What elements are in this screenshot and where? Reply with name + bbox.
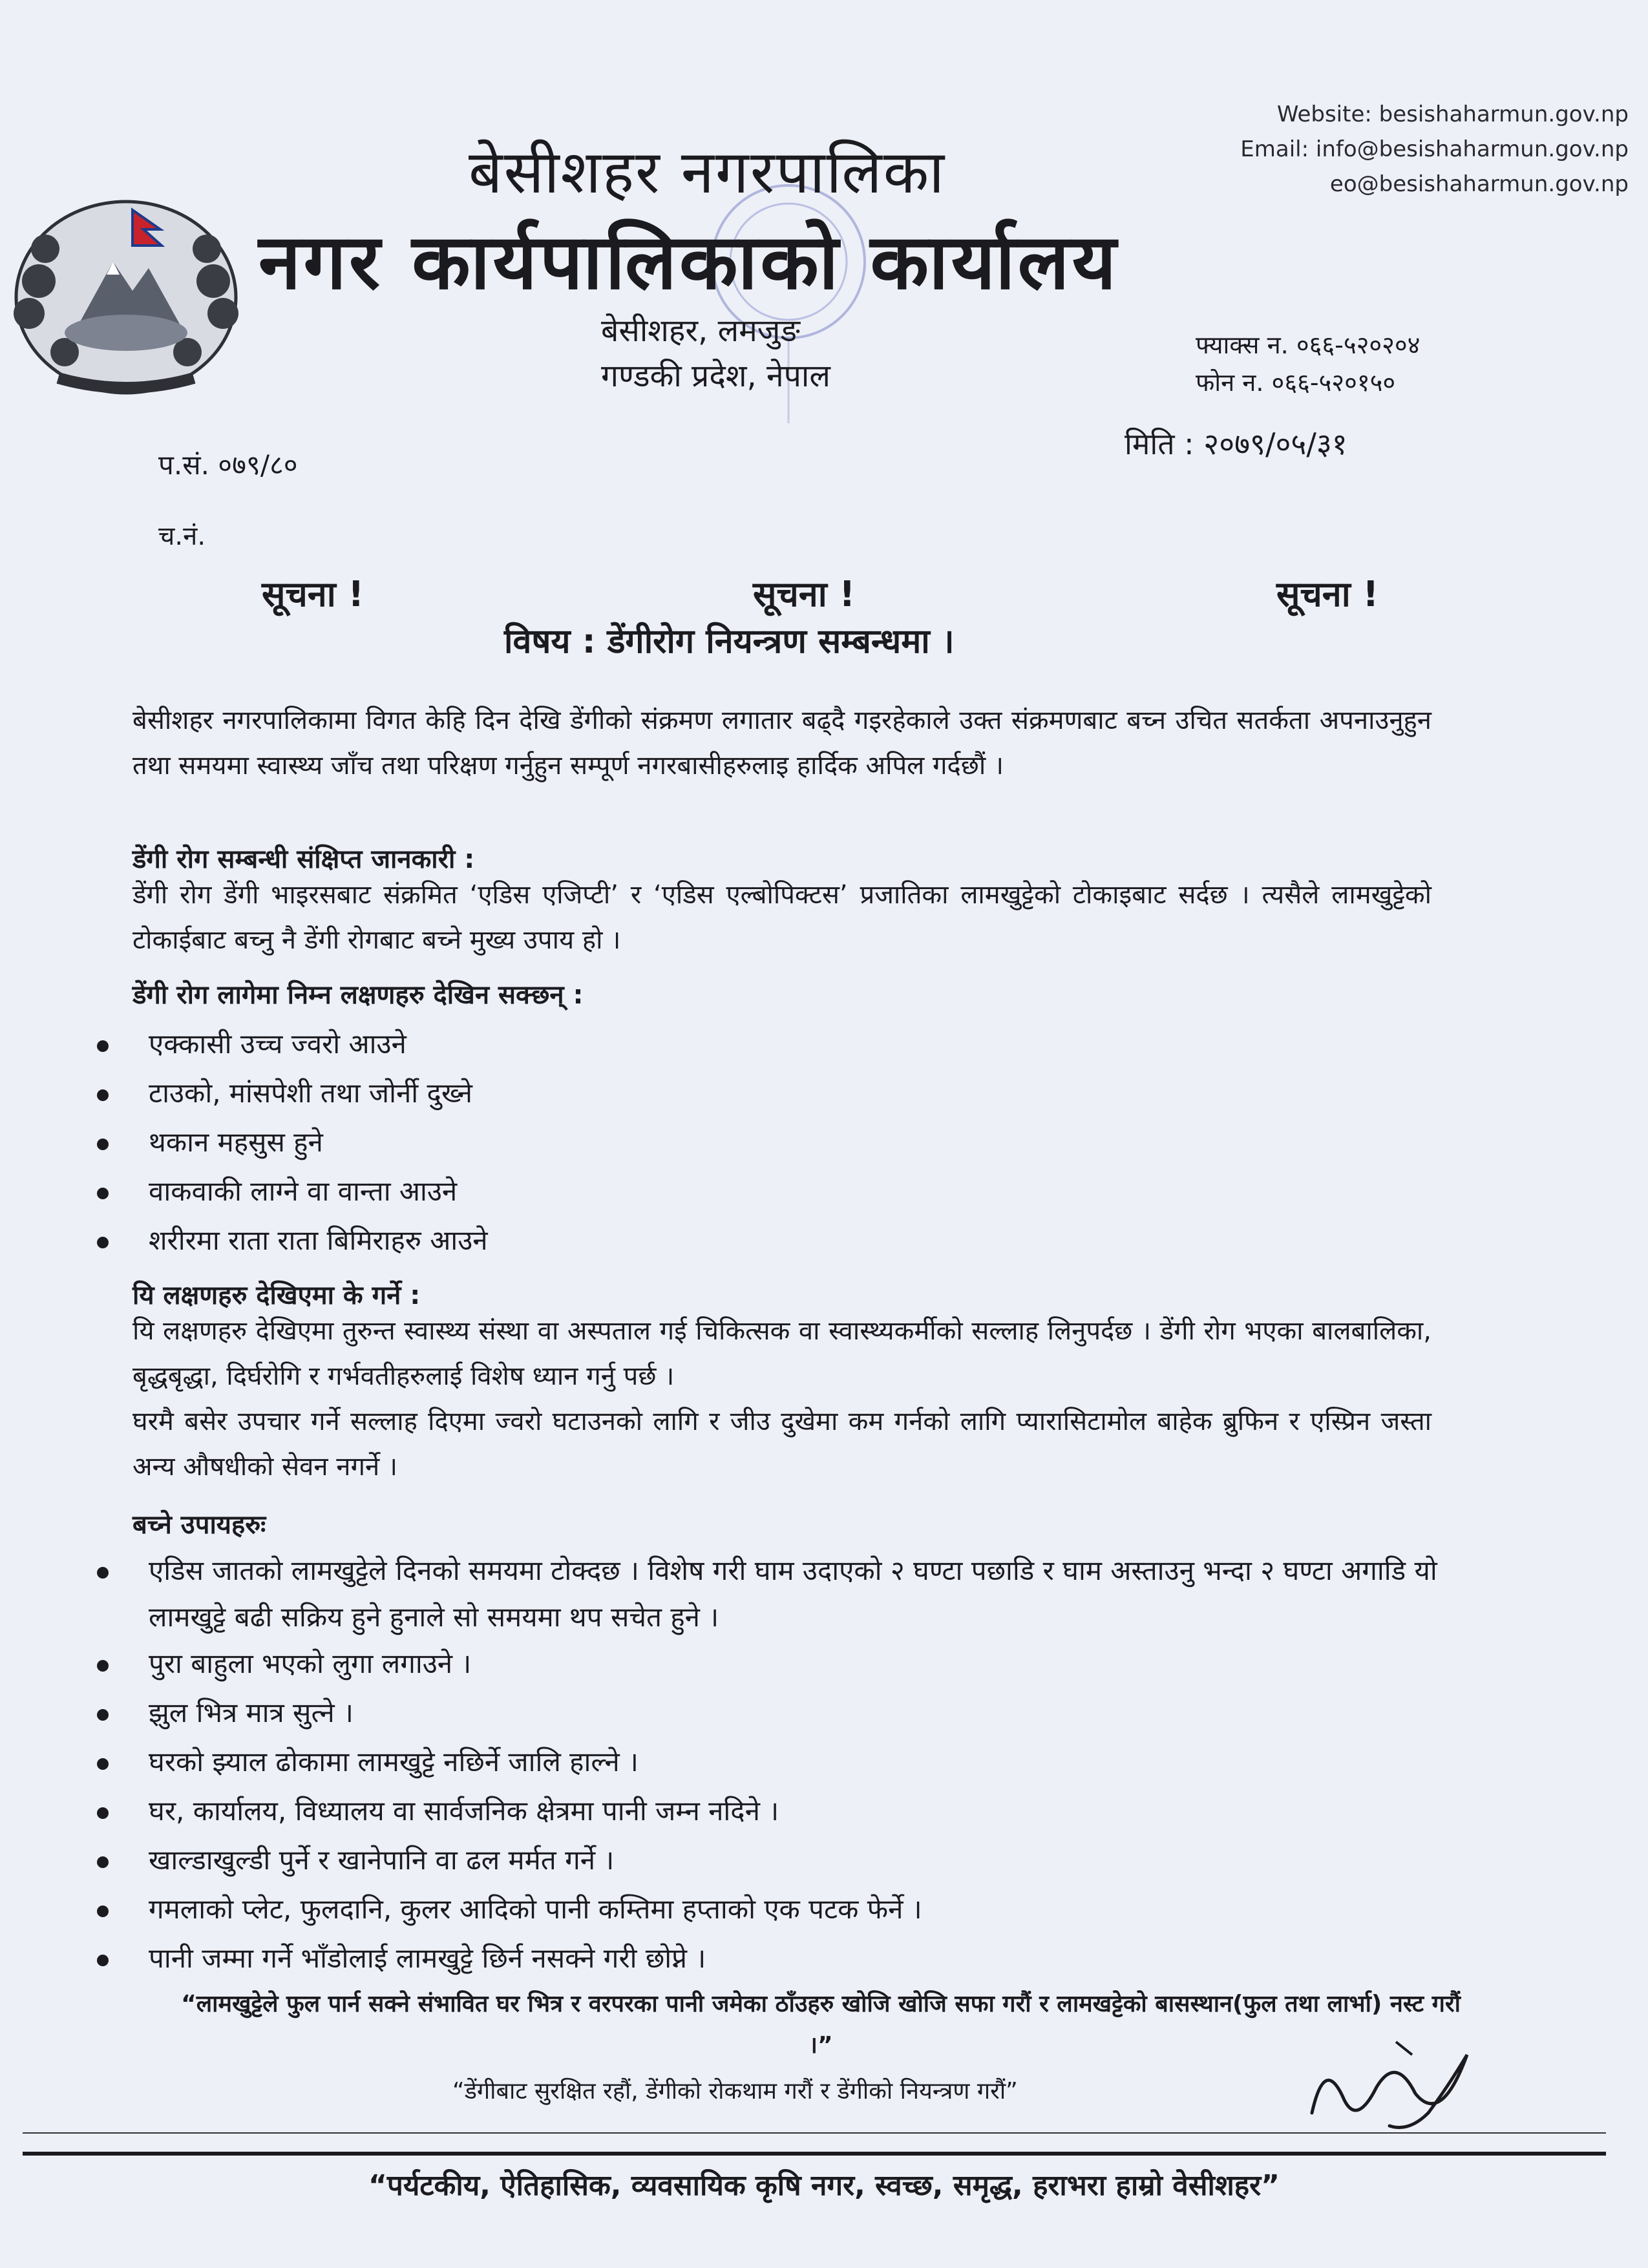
list-item: गमलाको प्लेट, फुलदानि, कुलर आदिको पानी कम्तिमा हप्ताको एक पटक फेर्ने । — [97, 1886, 1454, 1935]
prevention-list — [97, 1548, 1454, 1984]
list-item: पानी जम्मा गर्ने भाँडोलाई लामखुट्टे छिर्न नसक्ने गरी छोप्ने । — [97, 1935, 1454, 1984]
intro-paragraph: बेसीशहर नगरपालिकामा विगत केहि दिन देखि डेंगीको संक्रमण लगातार बढ्दै गइरहेकाले उक्त संक्रमणबाट बच्न उचित सतर्कता अपनाउनुहुन तथा समयमा स्वास्थ्य जाँच तथा परिक्षण गर्नुहुन सम्पूर्ण नगरबासीहरुलाइ हार्दिक अपिल गर्दछौं । — [132, 706, 1431, 781]
address-line-1: बेसीशहर, लमजुङ — [601, 313, 801, 349]
info-heading: डेंगी रोग सम्बन्धी संक्षिप्त जानकारी : — [132, 845, 475, 874]
bullet-icon — [97, 1807, 109, 1819]
list-item: खाल्डाखुल्डी पुर्ने र खानेपानि वा ढल मर्मत गर्ने । — [97, 1837, 1454, 1886]
symptoms-heading: डेंगी रोग लागेमा निम्न लक्षणहरु देखिन सक्छन् : — [132, 980, 584, 1010]
email-text: Email: info@besishaharmun.gov.np — [1240, 136, 1629, 162]
notice-heading-center: सूचना ! — [753, 574, 856, 614]
symptoms-list — [97, 1021, 1454, 1266]
bullet-icon — [97, 1040, 109, 1052]
slogan-quote: “डेंगीबाट सुरक्षित रहौं, डेंगीको रोकथाम गरौं र डेंगीको नियन्त्रण गरौं” — [452, 2078, 1018, 2105]
action-heading: यि लक्षणहरु देखिएमा के गर्ने : — [132, 1281, 421, 1310]
list-item: एक्कासी उच्च ज्वरो आउने — [97, 1021, 1454, 1070]
phone-number: फोन न. ०६६-५२०१५० — [1196, 368, 1396, 397]
bullet-icon — [97, 1567, 109, 1579]
fax-number: फ्याक्स न. ०६६-५२०२०४ — [1196, 331, 1421, 359]
info-paragraph: डेंगी रोग डेंगी भाइरसबाट संक्रमित ‘एडिस एजिप्टी’ र ‘एडिस एल्बोपिक्टस’ प्रजातिका लामखुट्टेको टोकाइबाट सर्दछ । त्यसैले लामखुट्टेको टोकाईबाट बच्नु नै डेंगी रोगबाट बच्ने मुख्य उपाय हो । — [132, 880, 1431, 955]
address-line-2: गण्डकी प्रदेश, नेपाल — [601, 358, 830, 394]
fax-phone-block — [1196, 326, 1420, 401]
bullet-icon — [97, 1906, 109, 1917]
prevention-heading: बच्ने उपायहरुः — [132, 1510, 266, 1540]
footer-slogan: “पर्यटकीय, ऐतिहासिक, व्यवसायिक कृषि नगर, स्वच्छ, समृद्ध, हराभरा हाम्रो वेसीशहर” — [368, 2169, 1280, 2202]
coat-of-arms-emblem — [0, 184, 255, 404]
dispatch-number: च.नं. — [158, 521, 206, 551]
list-item: टाउको, मांसपेशी तथा जोर्नी दुख्ने — [97, 1070, 1454, 1119]
bullet-icon — [97, 1089, 109, 1101]
bullet-icon — [97, 1660, 109, 1672]
footer-divider — [23, 2152, 1606, 2156]
notice-heading-right: सूचना ! — [1276, 574, 1379, 614]
list-item: वाकवाकी लाग्ने वा वान्ता आउने — [97, 1168, 1454, 1217]
bullet-icon — [97, 1188, 109, 1199]
awareness-quote: “लामखुट्टेले फुल पार्न सक्ने संभावित घर भित्र र वरपरका पानी जमेका ठाँउहरु खोजि खोजि सफा गरौं र लामखट्टेको बासस्थान(फुल तथा लार्भा) नस्ट गरौं ।” — [181, 1991, 1461, 2059]
footer-divider-thin — [23, 2132, 1606, 2134]
letter-date: मिति : २०७९/०५/३१ — [1125, 426, 1347, 461]
handwritten-signature — [1299, 2016, 1493, 2145]
bullet-icon — [97, 1139, 109, 1150]
bullet-icon — [97, 1856, 109, 1868]
action-paragraph-2: घरमै बसेर उपचार गर्ने सल्लाह दिएमा ज्वरो घटाउनको लागि र जीउ दुखेमा कम गर्नको लागि प्यारासिटामोल बाहेक ब्रुफिन र एस्प्रिन जस्ता अन्य औषधीको सेवन नगर्ने । — [132, 1407, 1431, 1482]
bullet-icon — [97, 1758, 109, 1770]
website-text: Website: besishaharmun.gov.np — [1276, 101, 1629, 127]
contact-block — [1125, 97, 1629, 202]
list-item: शरीरमा राता राता बिमिराहरु आउने — [97, 1217, 1454, 1266]
list-item: थकान महसुस हुने — [97, 1119, 1454, 1168]
action-paragraph-1: यि लक्षणहरु देखिएमा तुरुन्त स्वास्थ्य संस्था वा अस्पताल गई चिकित्सक वा स्वास्थ्यकर्मीको सल्लाह लिनुपर्दछ । डेंगी रोग भएका बालबालिका, बृद्धबृद्धा, दिर्घरोगि र गर्भवतीहरुलाई विशेष ध्यान गर्नु पर्छ । — [132, 1316, 1431, 1391]
bullet-icon — [97, 1709, 109, 1721]
bullet-icon — [97, 1237, 109, 1248]
subject-line: विषय : डेंगीरोग नियन्त्रण सम्बन्धमा । — [504, 622, 955, 661]
bullet-icon — [97, 1955, 109, 1966]
list-item: घर, कार्यालय, विध्यालय वा सार्वजनिक क्षेत्रमा पानी जम्न नदिने । — [97, 1788, 1454, 1837]
office-title: नगर कार्यपालिकाको कार्यालय — [259, 217, 1119, 306]
list-item: एडिस जातको लामखुट्टेले दिनको समयमा टोक्दछ । विशेष गरी घाम उदाएको २ घण्टा पछाडि र घाम अस्ताउनु भन्दा २ घण्टा अगाडि यो लामखुट्टे बढी सक्रिय हुने हुनाले सो समयमा थप सचेत हुने । — [97, 1548, 1454, 1641]
municipality-name: बेसीशहर नगरपालिका — [469, 138, 946, 207]
list-item: घरको झ्याल ढोकामा लामखुट्टे नछिर्ने जालि हाल्ने । — [97, 1739, 1454, 1788]
list-item: झुल भित्र मात्र सुत्ने । — [97, 1690, 1454, 1739]
email2-text: eo@besishaharmun.gov.np — [1329, 171, 1629, 197]
list-item: पुरा बाहुला भएको लुगा लगाउने । — [97, 1641, 1454, 1690]
notice-heading-left: सूचना ! — [262, 574, 364, 614]
reference-number: प.सं. ०७९/८० — [158, 449, 298, 481]
